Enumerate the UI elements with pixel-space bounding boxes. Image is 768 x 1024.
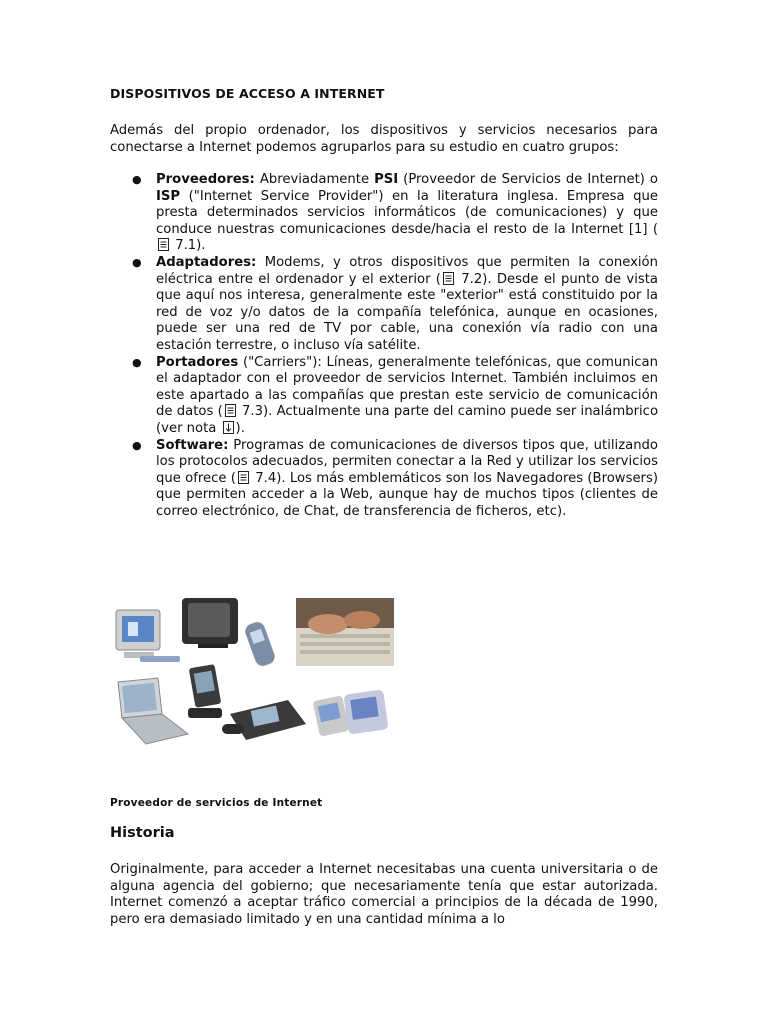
intro-paragraph: Además del propio ordenador, los dispositivos y servicios necesarios para conectarse a Internet podemos agruparlos para su estudio en cuatro grupos: xyxy=(110,123,658,155)
devices-collage-image xyxy=(110,594,400,754)
desktop-computer-image xyxy=(116,610,180,662)
document-icon[interactable] xyxy=(443,272,454,285)
term-portadores: Portadores xyxy=(156,354,239,370)
document-icon[interactable] xyxy=(225,404,236,417)
bullet-icon: ● xyxy=(132,173,142,186)
keyboard-photo-image xyxy=(296,598,394,666)
pda-image xyxy=(188,664,222,718)
history-paragraph: Originalmente, para acceder a Internet necesitabas una cuenta universitaria o de alguna agencia del gobierno; que necesariamente tenía que estar autorizada. Internet comenzó a aceptar tráfico comercial a principios de la década de 1990, pero era demasiado limitado y en una cantidad mínima a lo xyxy=(110,862,658,927)
document-icon[interactable] xyxy=(158,238,169,251)
list-item-proveedores: ● Proveedores: Abreviadamente PSI (Proveedor de Servicios de Internet) o ISP ("Internet Service Provider") en la literatura inglesa. Empresa que presta determinados servicios informáticos (de comunicaciones) y que conduce nuestras comunicaciones desde/hacia el resto de la Internet [1] ( 7.1). xyxy=(132,172,658,254)
list-item-portadores: ● Portadores ("Carriers"): Líneas, generalmente telefónicas, que comunican el adaptador con el proveedor de servicios Internet. También incluimos en este apartado a las compañías que prestan este servicio de comunicación de datos ( 7.3). Actualmente una parte del camino puede ser inalámbrico (ver nota ). xyxy=(132,354,659,436)
bullet-icon: ● xyxy=(132,438,142,452)
list-item-adaptadores: ● Adaptadores: Modems, y otros dispositivos que permiten la conexión eléctrica entre el ordenador y el exterior ( 7.2). Desde el punto de vista que aquí nos interesa, generalmente este "exterior" está constituido por la red de voz y/o datos de la compañía telefónica, aunque en ocasiones, puede ser una red de TV por cable, una conexión vía radio con una estación terrestre, o incluso vía satélite. xyxy=(132,254,658,353)
document-icon[interactable] xyxy=(238,471,249,484)
term-proveedores: Proveedores: xyxy=(156,172,255,187)
handheld-devices-image xyxy=(313,689,389,736)
document-title: DISPOSITIVOS DE ACCESO A INTERNET xyxy=(110,86,385,101)
down-arrow-note-icon[interactable] xyxy=(223,421,234,434)
term-software: Software: xyxy=(156,437,229,453)
bullet-icon: ● xyxy=(132,355,142,369)
device-list xyxy=(110,172,658,520)
desk-phone-image xyxy=(222,700,306,740)
term-adaptadores: Adaptadores: xyxy=(156,254,257,270)
mobile-phone-image xyxy=(243,620,277,668)
television-image xyxy=(182,598,238,648)
laptop-image xyxy=(118,678,188,744)
bullet-icon: ● xyxy=(132,255,142,269)
list-item-software: ● Software: Programas de comunicaciones de diversos tipos que, utilizando los protocolos adecuados, permiten conectar a la Red y utilizar los servicios que ofrece ( 7.4). Los más emblemáticos son los Navegadores (Browsers) que permiten acceder a la Web, aunque hay de muchos tipos (clientes de correo electrónico, de Chat, de transferencia de ficheros, etc). xyxy=(132,437,658,519)
image-caption: Proveedor de servicios de Internet xyxy=(110,797,323,809)
section-heading: Historia xyxy=(110,825,175,841)
